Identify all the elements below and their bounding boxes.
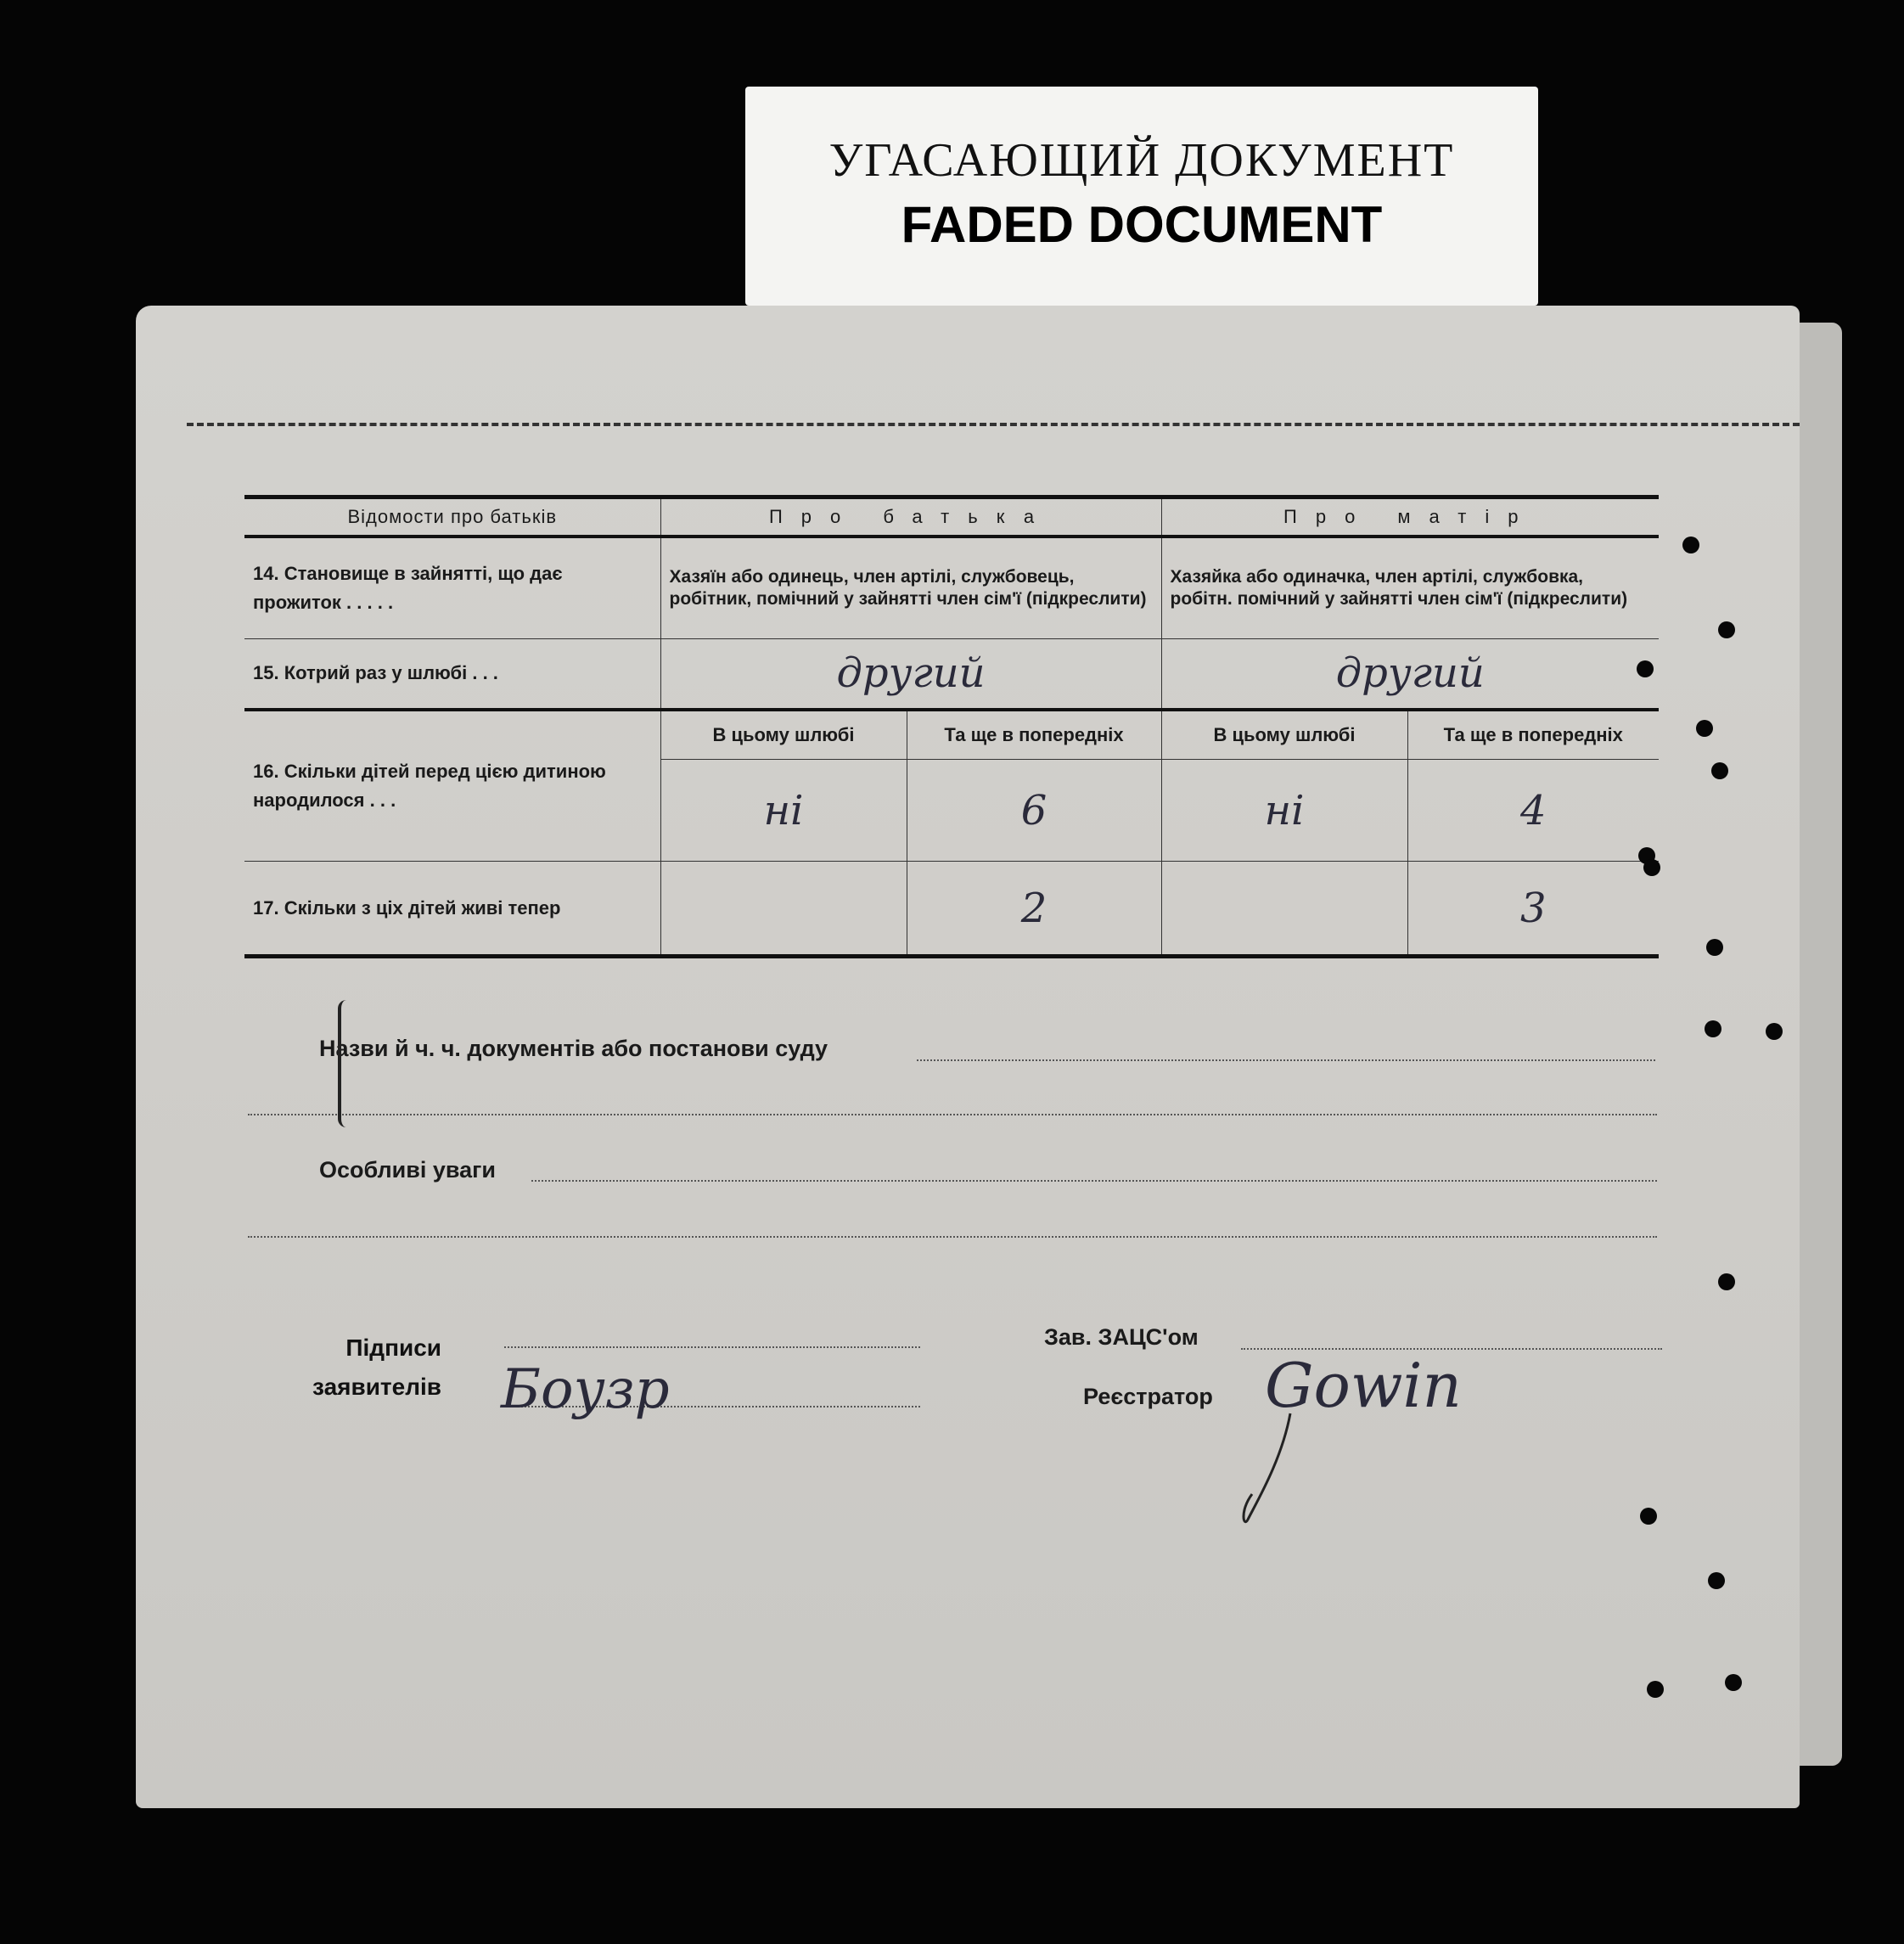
documents-label: Назви й ч. ч. документів або постанови суду — [319, 1036, 828, 1061]
notes-line-2 — [248, 1236, 1657, 1238]
subheader-mother-prev: Та ще в попередніх — [1407, 710, 1659, 760]
subheader-father-prev: Та ще в попередніх — [907, 710, 1161, 760]
signature-flourish — [1239, 1409, 1307, 1528]
punch-hole — [1705, 1020, 1721, 1037]
header-mother: Про матір — [1161, 497, 1659, 537]
punch-hole — [1647, 1681, 1664, 1698]
applicants-label-1: Підписи — [345, 1334, 441, 1361]
applicants-brace — [338, 1000, 357, 1127]
row17-mother-prev: 3 — [1407, 862, 1659, 957]
applicants-line-1 — [504, 1346, 920, 1348]
applicants-label-2: заявителів — [312, 1374, 441, 1400]
row14-father-options: Хазяїн або одинець, член артілі, службовець, робітник, помічний у зайнятті член сім'ї (підкреслити) — [660, 537, 1161, 638]
row15-label: 15. Котрий раз у шлюбі . . . — [244, 638, 660, 710]
perforation-line — [187, 423, 1800, 426]
record-sheet — [136, 306, 1800, 1808]
applicants-signature-label — [263, 1329, 441, 1407]
row16-mother-prev: 4 — [1407, 760, 1659, 862]
stamp-text-ru: УГАСАЮЩИЙ ДОКУМЕНТ — [828, 134, 1455, 187]
registrar-signature: Gowin — [1265, 1350, 1462, 1421]
documents-line-2 — [248, 1114, 1657, 1115]
punch-hole — [1766, 1023, 1783, 1040]
faded-document-stamp — [745, 87, 1538, 306]
notes-label: Особливі уваги — [319, 1157, 496, 1183]
punch-hole — [1718, 621, 1735, 638]
row16-mother-this: ні — [1161, 760, 1407, 862]
registrar-label: Реєстратор — [1083, 1384, 1213, 1409]
punch-hole — [1708, 1572, 1725, 1589]
subheader-mother-this: В цьому шлюбі — [1161, 710, 1407, 760]
header-father: Про батька — [660, 497, 1161, 537]
punch-hole — [1696, 720, 1713, 737]
row17-father-prev: 2 — [907, 862, 1161, 957]
notes-line — [531, 1180, 1657, 1182]
row15-father-value: другий — [660, 638, 1161, 710]
punch-hole — [1682, 537, 1699, 553]
head-zags-label: Зав. ЗАЦС'ом — [1044, 1324, 1199, 1350]
documents-line — [917, 1059, 1655, 1061]
stamp-text-en: FADED DOCUMENT — [901, 196, 1383, 253]
row17-mother-this — [1161, 862, 1407, 957]
sheet-edge — [1800, 323, 1842, 1766]
punch-hole — [1706, 939, 1723, 956]
header-info-label: Відомости про батьків — [244, 497, 660, 537]
row14-label: 14. Становище в зайнятті, що дає прожиток . . . . . — [244, 537, 660, 638]
punch-hole — [1718, 1273, 1735, 1290]
punch-hole — [1637, 660, 1654, 677]
subheader-father-this: В цьому шлюбі — [660, 710, 907, 760]
punch-hole — [1711, 762, 1728, 779]
punch-hole — [1725, 1674, 1742, 1691]
applicant-signature: Боузр — [501, 1358, 670, 1421]
row16-label: 16. Скільки дітей перед цією дитиною народилося . . . — [244, 710, 660, 862]
row15-mother-value: другий — [1161, 638, 1659, 710]
parents-table — [244, 495, 1659, 958]
punch-hole — [1643, 859, 1660, 876]
punch-hole — [1640, 1508, 1657, 1525]
row17-label: 17. Скільки з ціх дітей живі тепер — [244, 862, 660, 957]
row16-father-this: ні — [660, 760, 907, 862]
row16-father-prev: 6 — [907, 760, 1161, 862]
parents-table-wrapper — [244, 495, 1659, 958]
row14-mother-options: Хазяйка або одиначка, член артілі, службовка, робітн. помічний у зайнятті член сім'ї (підкреслити) — [1161, 537, 1659, 638]
row17-father-this — [660, 862, 907, 957]
